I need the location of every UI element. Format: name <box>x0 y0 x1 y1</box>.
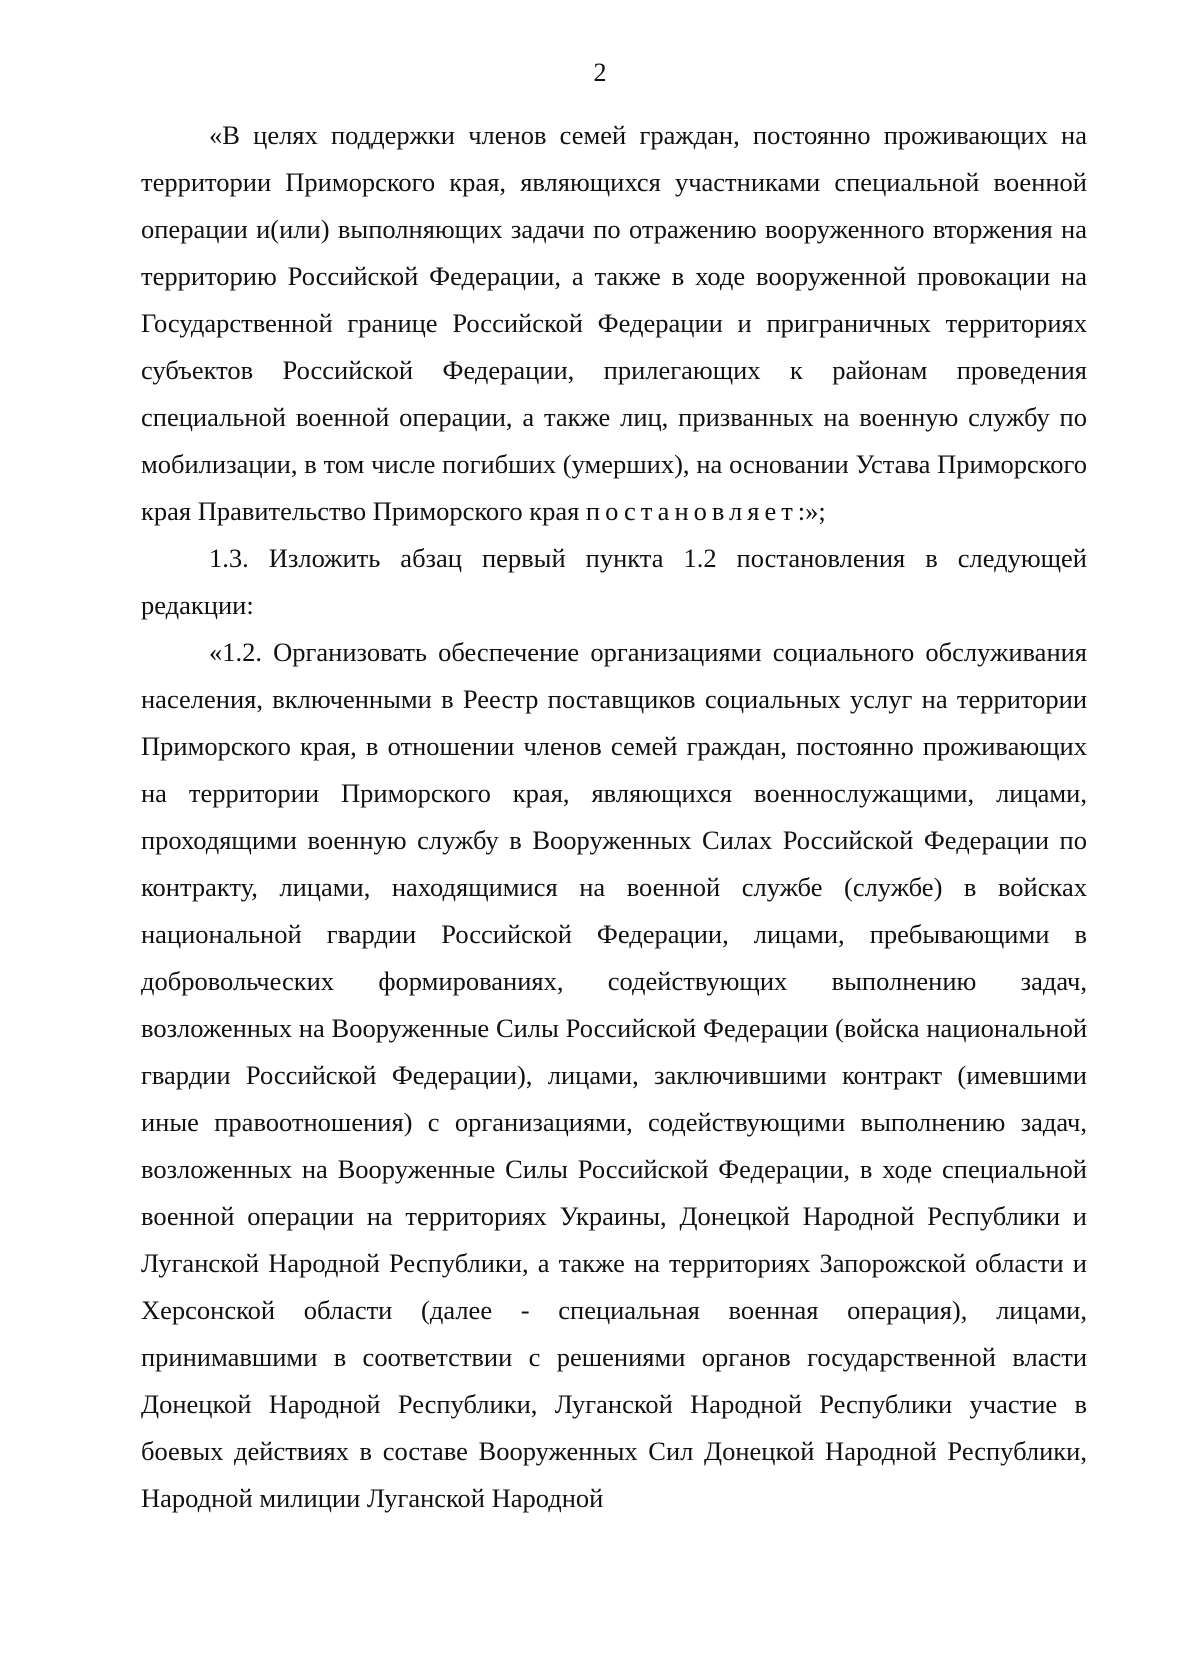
spaced-word-postanovlyaet: постановляет <box>585 496 798 526</box>
preamble-text: «В целях поддержки членов семей граждан, постоянно проживающих на территории Приморского края, являющихся участниками специальной военной операции и(или) выполняющих задачи по отражению вооруженного вторжения на территорию Российской Федерации, а также в ходе вооруженной провокации на Государственной границе Российской Федерации и приграничных территориях субъектов Российской Федерации, прилегающих к районам проведения специальной военной операции, а также лиц, призванных на военную службу по мобилизации, в том числе погибших (умерших), на основании Устава Приморского края Правительство Приморского края <box>141 120 1087 526</box>
paragraph-item-1-2-new: «1.2. Организовать обеспечение организациями социального обслуживания населения, включенными в Реестр поставщиков социальных услуг на территории Приморского края, в отношении членов семей граждан, постоянно проживающих на территории Приморского края, являющихся военнослужащими, лицами, проходящими военную службу в Вооруженных Силах Российской Федерации по контракту, лицами, находящимися на военной службе (службе) в войсках национальной гвардии Российской Федерации, лицами, пребывающими в добровольческих формированиях, содействующих выполнению задач, возложенных на Вооруженные Силы Российской Федерации (войска национальной гвардии Российской Федерации), лицами, заключившими контракт (имевшими иные правоотношения) с организациями, содействующими выполнению задач, возложенных на Вооруженные Силы Российской Федерации, в ходе специальной военной операции на территориях Украины, Донецкой Народной Республики и Луганской Народной Республики, а также на территориях Запорожской области и Херсонской области (далее - специальная военная операция), лицами, принимавшими в соответствии с решениями органов государственной власти Донецкой Народной Республики, Луганской Народной Республики участие в боевых действиях в составе Вооруженных Сил Донецкой Народной Республики, Народной милиции Луганской Народной <box>141 637 1087 1513</box>
page-number: 2 <box>593 58 607 87</box>
paragraph-preamble <box>141 112 1087 535</box>
paragraph-item-1-3: 1.3. Изложить абзац первый пункта 1.2 постановления в следующей редакции: <box>141 543 1087 620</box>
preamble-ending: :»; <box>797 496 826 526</box>
document-body <box>141 112 1087 1522</box>
